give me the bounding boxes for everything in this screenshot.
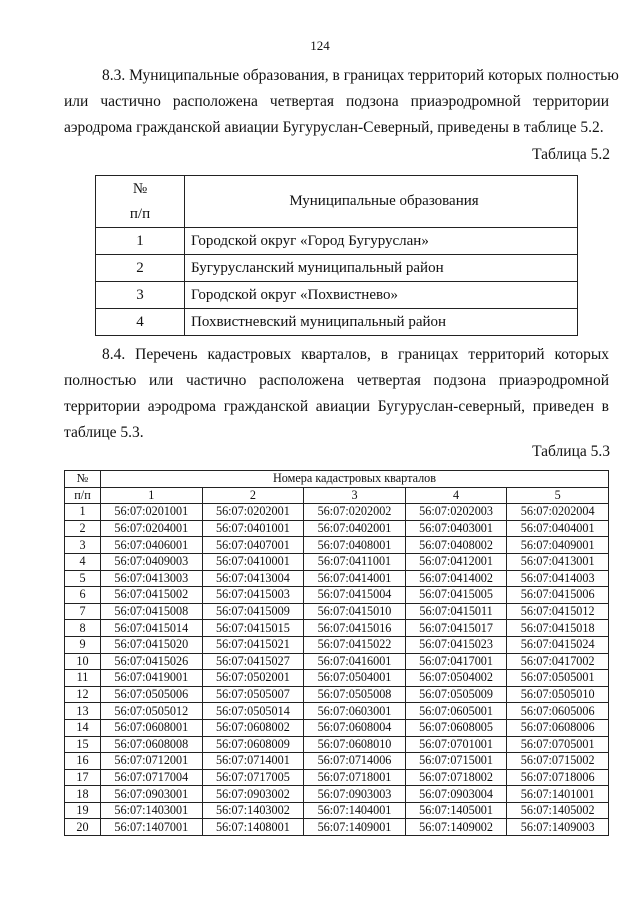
cadastral-number-cell: 56:07:0414001 [304,570,406,587]
cadastral-number-cell: 56:07:0403001 [405,520,507,537]
row-number: 8 [65,620,101,637]
cadastral-number-cell: 56:07:0608010 [304,736,406,753]
table-row [65,603,609,620]
cadastral-number-cell: 56:07:0414003 [507,570,609,587]
row-number: 9 [65,636,101,653]
row-number: 12 [65,686,101,703]
cadastral-number-cell: 56:07:0717005 [202,769,304,786]
paragraph-line: таблице 5.3. [64,424,144,441]
cadastral-number-cell: 56:07:0415027 [202,653,304,670]
cadastral-number-cell: 56:07:1409001 [304,819,406,836]
cadastral-number-cell: 56:07:0415016 [304,620,406,637]
table-5-3-caption: Таблица 5.3 [532,443,610,460]
cadastral-number-cell: 56:07:0505006 [101,686,203,703]
paragraph-line: или частично расположена четвертая подзона приаэродромной территории [64,93,609,110]
cadastral-number-cell: 56:07:0718002 [405,769,507,786]
cadastral-number-cell: 56:07:0608002 [202,719,304,736]
cadastral-number-cell: 56:07:1405001 [405,802,507,819]
cadastral-number-cell: 56:07:0401001 [202,520,304,537]
cadastral-quarters-table [64,470,609,836]
cadastral-number-cell: 56:07:0415004 [304,587,406,604]
row-number: 3 [96,282,185,309]
table-row [65,736,609,753]
table-row [65,719,609,736]
cadastral-number-cell: 56:07:0409001 [507,537,609,554]
cadastral-number-cell: 56:07:1408001 [202,819,304,836]
row-number: 18 [65,786,101,803]
table-header-row [65,487,609,504]
header-number [96,176,185,228]
row-number: 16 [65,753,101,770]
cadastral-number-cell: 56:07:0413003 [101,570,203,587]
row-number: 3 [65,537,101,554]
cadastral-number-cell: 56:07:0714001 [202,753,304,770]
table-row [65,753,609,770]
cadastral-number-cell: 56:07:0705001 [507,736,609,753]
cadastral-number-cell: 56:07:0415008 [101,603,203,620]
municipality-name: Городской округ «Похвистнево» [185,282,578,309]
municipality-name: Похвистневский муниципальный район [185,309,578,336]
cadastral-number-cell: 56:07:0402001 [304,520,406,537]
table-row [65,802,609,819]
paragraph-8-3 [64,63,619,141]
cadastral-number-cell: 56:07:0407001 [202,537,304,554]
cadastral-number-cell: 56:07:0505001 [507,670,609,687]
row-number: 2 [65,520,101,537]
cadastral-number-cell: 56:07:0903002 [202,786,304,803]
cadastral-number-cell: 56:07:0505008 [304,686,406,703]
cadastral-number-cell: 56:07:0414002 [405,570,507,587]
cadastral-number-cell: 56:07:0404001 [507,520,609,537]
header-number-sign: № [65,471,101,488]
cadastral-number-cell: 56:07:0505012 [101,703,203,720]
cadastral-number-cell: 56:07:1401001 [507,786,609,803]
cadastral-number-cell: 56:07:0605001 [405,703,507,720]
table-header-row [65,471,609,488]
cadastral-number-cell: 56:07:0715002 [507,753,609,770]
cadastral-number-cell: 56:07:0415026 [101,653,203,670]
cadastral-number-cell: 56:07:0717004 [101,769,203,786]
cadastral-number-cell: 56:07:0411001 [304,553,406,570]
cadastral-number-cell: 56:07:0416001 [304,653,406,670]
cadastral-number-cell: 56:07:0718001 [304,769,406,786]
table-row [65,520,609,537]
header-col-3: 3 [304,487,406,504]
cadastral-number-cell: 56:07:0701001 [405,736,507,753]
header-col-5: 5 [507,487,609,504]
header-col-4: 4 [405,487,507,504]
cadastral-number-cell: 56:07:0502001 [202,670,304,687]
header-number-sign: № [132,180,148,197]
cadastral-number-cell: 56:07:1403001 [101,802,203,819]
cadastral-number-cell: 56:07:0415014 [101,620,203,637]
table-row [65,670,609,687]
cadastral-number-cell: 56:07:0714006 [304,753,406,770]
cadastral-number-cell: 56:07:0410001 [202,553,304,570]
cadastral-number-cell: 56:07:0201001 [101,504,203,521]
row-number: 13 [65,703,101,720]
cadastral-number-cell: 56:07:0202001 [202,504,304,521]
cadastral-number-cell: 56:07:0415017 [405,620,507,637]
table-5-2-caption: Таблица 5.2 [532,146,610,163]
cadastral-number-cell: 56:07:0415010 [304,603,406,620]
cadastral-number-cell: 56:07:0415005 [405,587,507,604]
cadastral-number-cell: 56:07:0415012 [507,603,609,620]
paragraph-8-4 [64,342,609,446]
header-number-label: п/п [65,487,101,504]
cadastral-number-cell: 56:07:0415018 [507,620,609,637]
row-number: 20 [65,819,101,836]
header-col-2: 2 [202,487,304,504]
cadastral-number-cell: 56:07:0415003 [202,587,304,604]
cadastral-number-cell: 56:07:0715001 [405,753,507,770]
cadastral-number-cell: 56:07:0608001 [101,719,203,736]
cadastral-number-cell: 56:07:0415022 [304,636,406,653]
cadastral-number-cell: 56:07:1409003 [507,819,609,836]
row-number: 15 [65,736,101,753]
row-number: 4 [96,309,185,336]
row-number: 2 [96,255,185,282]
row-number: 17 [65,769,101,786]
cadastral-number-cell: 56:07:0406001 [101,537,203,554]
paragraph-line: полностью или частично расположена четвертая подзона приаэродромной [64,372,609,389]
table-row [65,769,609,786]
cadastral-number-cell: 56:07:0409003 [101,553,203,570]
cadastral-number-cell: 56:07:0505007 [202,686,304,703]
cadastral-number-cell: 56:07:0505014 [202,703,304,720]
table-row [65,819,609,836]
cadastral-number-cell: 56:07:0408002 [405,537,507,554]
row-number: 1 [65,504,101,521]
cadastral-number-cell: 56:07:0419001 [101,670,203,687]
cadastral-number-cell: 56:07:0415020 [101,636,203,653]
table-row [65,570,609,587]
cadastral-number-cell: 56:07:1405002 [507,802,609,819]
paragraph-line: аэродрома гражданской авиации Бугуруслан-Северный, приведены в таблице 5.2. [64,119,604,136]
cadastral-number-cell: 56:07:0608005 [405,719,507,736]
cadastral-number-cell: 56:07:0504002 [405,670,507,687]
table-row [65,653,609,670]
row-number: 1 [96,228,185,255]
table-row [65,620,609,637]
cadastral-number-cell: 56:07:0415024 [507,636,609,653]
cadastral-number-cell: 56:07:0718006 [507,769,609,786]
cadastral-number-cell: 56:07:0505009 [405,686,507,703]
cadastral-number-cell: 56:07:0415002 [101,587,203,604]
cadastral-number-cell: 56:07:0202002 [304,504,406,521]
table-row [65,686,609,703]
row-number: 11 [65,670,101,687]
cadastral-number-cell: 56:07:0413001 [507,553,609,570]
paragraph-line: 8.3. Муниципальные образования, в границах территорий которых полностью [102,67,619,84]
header-group-title: Номера кадастровых кварталов [101,471,609,488]
cadastral-number-cell: 56:07:0417002 [507,653,609,670]
cadastral-number-cell: 56:07:0505010 [507,686,609,703]
cadastral-number-cell: 56:07:0608004 [304,719,406,736]
paragraph-line: территории аэродрома гражданской авиации Бугуруслан-северный, приведен в [64,398,609,415]
table-row [65,786,609,803]
cadastral-number-cell: 56:07:0712001 [101,753,203,770]
municipality-name: Бугурусланский муниципальный район [185,255,578,282]
page-number: 124 [310,38,330,53]
table-header-row [96,176,578,228]
table-row [65,636,609,653]
cadastral-number-cell: 56:07:0903003 [304,786,406,803]
cadastral-number-cell: 56:07:0903004 [405,786,507,803]
paragraph-line: 8.4. Перечень кадастровых кварталов, в границах территорий которых [102,346,609,363]
cadastral-number-cell: 56:07:0504001 [304,670,406,687]
row-number: 4 [65,553,101,570]
row-number: 19 [65,802,101,819]
municipality-name: Городской округ «Город Бугуруслан» [185,228,578,255]
municipalities-table [95,175,578,336]
row-number: 10 [65,653,101,670]
cadastral-number-cell: 56:07:1403002 [202,802,304,819]
header-number-label: п/п [129,205,151,222]
cadastral-number-cell: 56:07:0415011 [405,603,507,620]
table-row [65,587,609,604]
table-row [96,282,578,309]
cadastral-number-cell: 56:07:1404001 [304,802,406,819]
header-col-1: 1 [101,487,203,504]
cadastral-number-cell: 56:07:0415015 [202,620,304,637]
row-number: 14 [65,719,101,736]
cadastral-number-cell: 56:07:0903001 [101,786,203,803]
cadastral-number-cell: 56:07:0415006 [507,587,609,604]
cadastral-number-cell: 56:07:0415009 [202,603,304,620]
table-row [65,553,609,570]
cadastral-number-cell: 56:07:0202003 [405,504,507,521]
cadastral-number-cell: 56:07:0408001 [304,537,406,554]
cadastral-number-cell: 56:07:0202004 [507,504,609,521]
cadastral-number-cell: 56:07:1407001 [101,819,203,836]
table-row [96,309,578,336]
table-row [65,703,609,720]
cadastral-number-cell: 56:07:0608009 [202,736,304,753]
table-row [96,255,578,282]
cadastral-number-cell: 56:07:0603001 [304,703,406,720]
cadastral-number-cell: 56:07:0412001 [405,553,507,570]
cadastral-number-cell: 56:07:0417001 [405,653,507,670]
cadastral-number-cell: 56:07:0204001 [101,520,203,537]
cadastral-number-cell: 56:07:0605006 [507,703,609,720]
cadastral-number-cell: 56:07:0608008 [101,736,203,753]
table-row [96,228,578,255]
row-number: 6 [65,587,101,604]
cadastral-number-cell: 56:07:0413004 [202,570,304,587]
row-number: 5 [65,570,101,587]
table-row [65,504,609,521]
cadastral-number-cell: 56:07:0415023 [405,636,507,653]
table-row [65,537,609,554]
cadastral-number-cell: 56:07:0415021 [202,636,304,653]
cadastral-number-cell: 56:07:0608006 [507,719,609,736]
cadastral-number-cell: 56:07:1409002 [405,819,507,836]
row-number: 7 [65,603,101,620]
header-municipalities: Муниципальные образования [185,176,578,228]
